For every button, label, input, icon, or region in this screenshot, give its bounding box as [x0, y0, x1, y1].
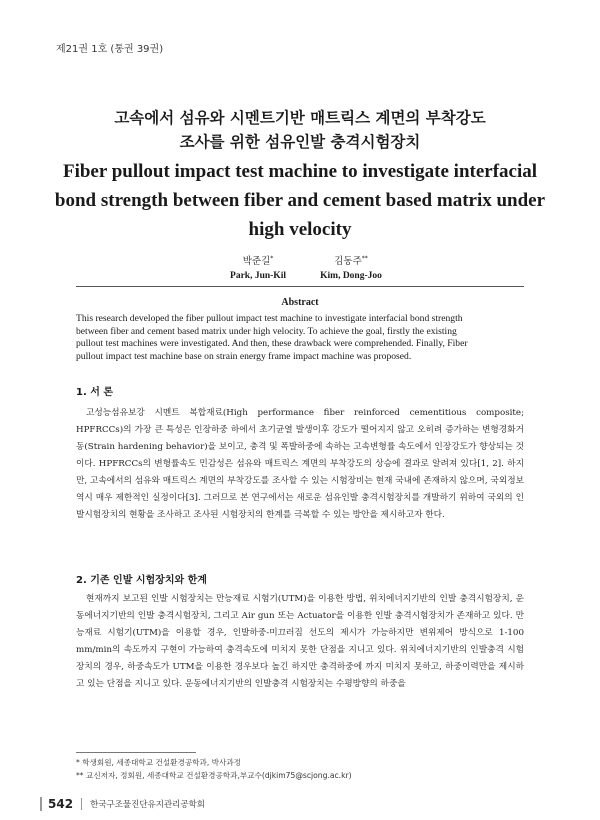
author-2-english-name: Kim, Dong-Joo — [320, 271, 382, 282]
author-1-english-name: Park, Jun-Kil — [230, 271, 286, 282]
korean-title-line2: 조사를 위한 섬유인발 충격시험장치 — [179, 133, 421, 151]
author-1 — [208, 252, 308, 283]
author-2-korean-name: 김동주 — [334, 256, 362, 268]
divider-rule — [76, 286, 524, 287]
english-title-line1: Fiber pullout impact test machine to investigate interfacial — [62, 161, 538, 182]
footer-accent-bar — [40, 797, 42, 811]
issue-label: 제21권 1호 (통권 39권) — [56, 44, 164, 55]
abstract-heading: Abstract — [281, 297, 319, 308]
english-title-line2: bond strength between fiber and cement based matrix under — [54, 190, 546, 211]
abstract-line: This research developed the fiber pullout impact test machine to investigate interfacial bond strength — [76, 313, 463, 324]
section-1-heading: 1. 서 론 — [76, 387, 114, 398]
society-name: 한국구조물진단유지관리공학회 — [90, 800, 206, 810]
author-1-korean-name: 박준길 — [242, 256, 271, 268]
author-1-mark: * — [270, 255, 274, 262]
abstract-line: pullout impact test machine base on strain energy frame impact machine was proposed. — [76, 350, 412, 362]
section-1-paragraph: 고성능섬유보강 시멘트 복합재료(High performance fiber reinforced cementitious composite; HPFRCCs)의 가장 큰 특성은 인장하중 하에서 초기균열 발생이후 강도가 떨어지지 않고 오히려 증가하는 변형경화거동(Strain hardening behavior)을 보이고, 충격 및 폭발하중에 속하는 고속변형률 속도에서 인장강도가 향상되는 것이다. HPFRCCs의 변형률속도 민감성은 섬유와 매트릭스 계면의 부착강도의 상승에 결과로 알려져 있다[1, 2]. 하지만, 고속에서의 섬유와 매트릭스 계면의 부착강도를 조사할 수 있는 시험장비는 현재 국내에 존재하지 않으며, 국외정보역시 매우 제한적인 실정이다[3]. 그러므로 본 연구에서는 새로운 섬유인발 충격시험장치를 개발하기 위하여 국외의 인발시험장치의 현황을 조사하고 조사된 시험장치의 한계를 극복할 수 있는 방안을 제시하고자 한다. — [76, 408, 524, 520]
korean-title-line1: 고속에서 섬유와 시멘트기반 매트릭스 계면의 부착강도 — [114, 109, 486, 127]
section-2-paragraph: 현재까지 보고된 인발 시험장치는 만능재료 시험기(UTM)을 이용한 방법, 위치에너지기반의 인발 충격시험장치, 운동에너지기반의 인발 충격시험장치, 그리고 Air gun 또는 Actuator을 이용한 인발 충격시험장치가 존재하고 있다. 만능재료 시험기(UTM)을 이용할 경우, 인발하중-미끄러짐 선도의 제시가 가능하지만 변위제어 방식으로 1-100 mm/min의 속도까지 구현이 가능하여 충격속도에 미치지 못한 단점을 지니고 있다. 위치에너지기반의 인발충격 시험장치의 경우, 하중속도가 UTM을 이용한 경우보다 높긴 하지만 충격하중에 까지 미치지 못하고, 하중이력만을 제시하고 있는 단점을 지니고 있다. 운동에너지기반의 인발충격 시험장치는 수평방향의 하중을 — [76, 594, 524, 689]
author-2-mark: ** — [361, 255, 368, 262]
abstract-line: between fiber and cement based matrix under high velocity. To achieve the goal, firstly the existing — [76, 325, 457, 337]
section-2-heading: 2. 기존 인발 시험장치와 한계 — [76, 575, 207, 586]
author-2 — [296, 252, 406, 283]
english-title-line3: high velocity — [248, 219, 352, 240]
abstract-line: pullout test machines were investigated. And then, these drawback were comprehended. Finally, Fiber — [76, 338, 468, 350]
page-footer — [40, 797, 205, 811]
abstract-body — [76, 313, 524, 363]
footnote-2: ** 교신저자, 정회원, 세종대학교 건설환경공학과,부교수(djkim75@scjong.ac.kr) — [76, 771, 352, 780]
english-title — [40, 157, 560, 244]
footer-separator — [81, 798, 82, 810]
footnote-rule — [76, 752, 196, 753]
page-number: 542 — [48, 797, 74, 811]
footnote-1: * 학생회원, 세종대학교 건설환경공학과, 박사과정 — [76, 758, 241, 767]
